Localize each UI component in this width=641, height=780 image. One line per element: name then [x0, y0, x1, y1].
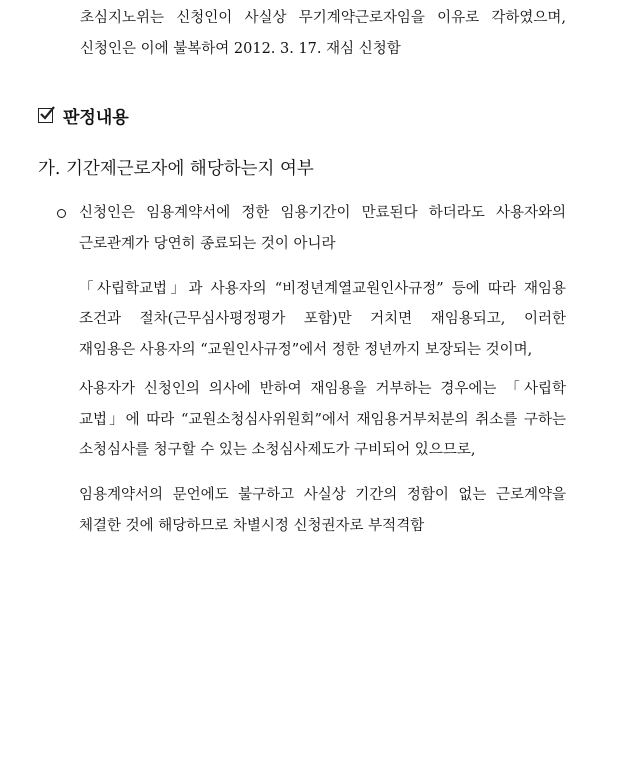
paragraph-2-line-1: 「사립학교법」과 사용자의 “비정년계열교원인사규정” 등에 따라 재임용 — [79, 281, 566, 297]
paragraph-2-line-2: 조건과 절차(근무심사평정평가 포함)만 거치면 재임용되고, 이러한 — [79, 311, 566, 327]
intro-line-2: 신청인은 이에 불복하여 2012. 3. 17. 재심 신청함 — [80, 41, 401, 57]
paragraph-4-line-1: 임용계약서의 문언에도 불구하고 사실상 기간의 정함이 없는 근로계약을 — [79, 487, 566, 503]
section-title: 가. 기간제근로자에 해당하는지 여부 — [38, 159, 314, 179]
paragraph-1-line-1: 신청인은 임용계약서에 정한 임용기간이 만료된다 하더라도 사용자와의 — [79, 205, 566, 221]
paragraph-3-line-2: 교법」에 따라 “교원소청심사위원회”에서 재임용거부처분의 취소를 구하는 — [79, 412, 566, 428]
paragraph-4-line-2: 체결한 것에 해당하므로 차별시정 신청권자로 부적격함 — [79, 518, 425, 534]
paragraph-3-line-3: 소청심사를 청구할 수 있는 소청심사제도가 구비되어 있으므로, — [79, 442, 476, 458]
hollow-circle-bullet-icon — [57, 209, 66, 218]
paragraph-3-line-1: 사용자가 신청인의 의사에 반하여 재임용을 거부하는 경우에는 「사립학 — [79, 381, 566, 397]
heading-label: 판정내용 — [63, 108, 129, 128]
paragraph-2-line-3: 재임용은 사용자의 “교원인사규정”에서 정한 정년까지 보장되는 것이며, — [79, 342, 533, 358]
intro-line-1: 초심지노위는 신청인이 사실상 무기계약근로자임을 이유로 각하였으며, — [80, 10, 566, 26]
checkbox-checked-icon — [38, 108, 53, 123]
decision-heading — [38, 103, 129, 128]
paragraph-1-line-2: 근로관계가 당연히 종료되는 것이 아니라 — [79, 236, 336, 252]
